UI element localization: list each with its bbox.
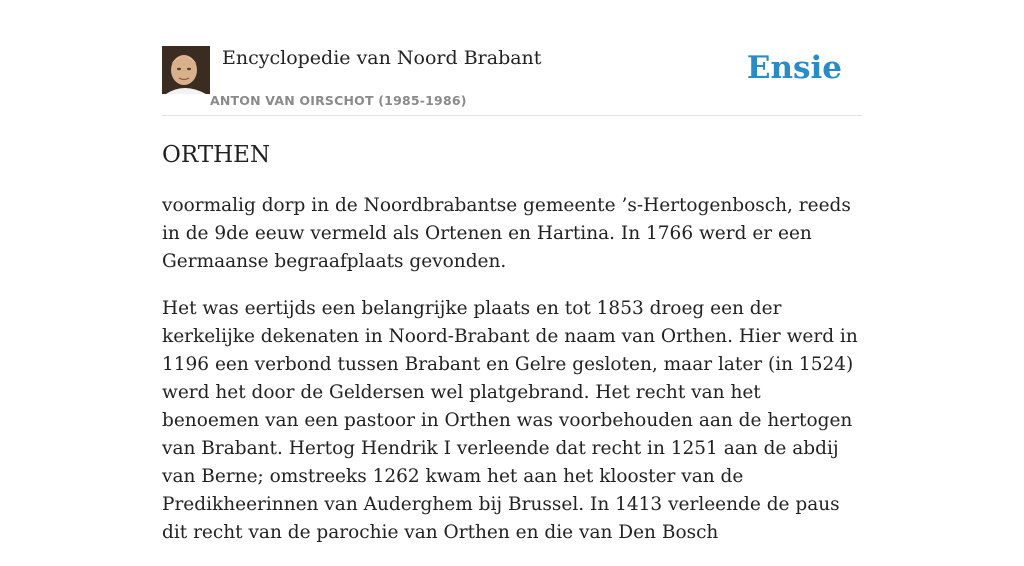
author-name[interactable]: ANTON VAN OIRSCHOT (1985-1986) [210, 93, 467, 108]
entry-paragraph: voormalig dorp in de Noordbrabantse gemeente ’s-Hertogenbosch, reeds in de 9de eeuw vermeld als Ortenen en Hartina. In 1766 werd er een Germaanse begraafplaats gevonden. [162, 195, 851, 272]
entry-body [162, 192, 862, 566]
site-title[interactable]: Encyclopedie van Noord Brabant [222, 47, 542, 69]
entry-paragraph: Het was eertijds een belangrijke plaats en tot 1853 droeg een der kerkelijke dekenaten in Noord-Brabant de naam van Orthen. Hier werd in 1196 een verbond tussen Brabant en Gelre gesloten, maar later (in 1524) werd het door de Geldersen wel platgebrand. Het recht van het benoemen van een pastoor in Orthen was voorbehouden aan de hertogen van Brabant. Hertog Hendrik I verleende dat recht in 1251 aan de abdij van Berne; omstreeks 1262 kwam het aan het klooster van de Predikheerinnen van Auderghem bij Brussel. In 1413 verleende de paus dit recht van de parochie van Orthen en die van Den Bosch [162, 298, 858, 543]
header-divider [162, 115, 862, 116]
entry-title: ORTHEN [162, 142, 271, 168]
avatar-portrait-icon [162, 46, 210, 94]
author-avatar[interactable] [162, 46, 210, 94]
ensie-logo[interactable]: Ensie [746, 50, 842, 86]
header [162, 46, 862, 116]
